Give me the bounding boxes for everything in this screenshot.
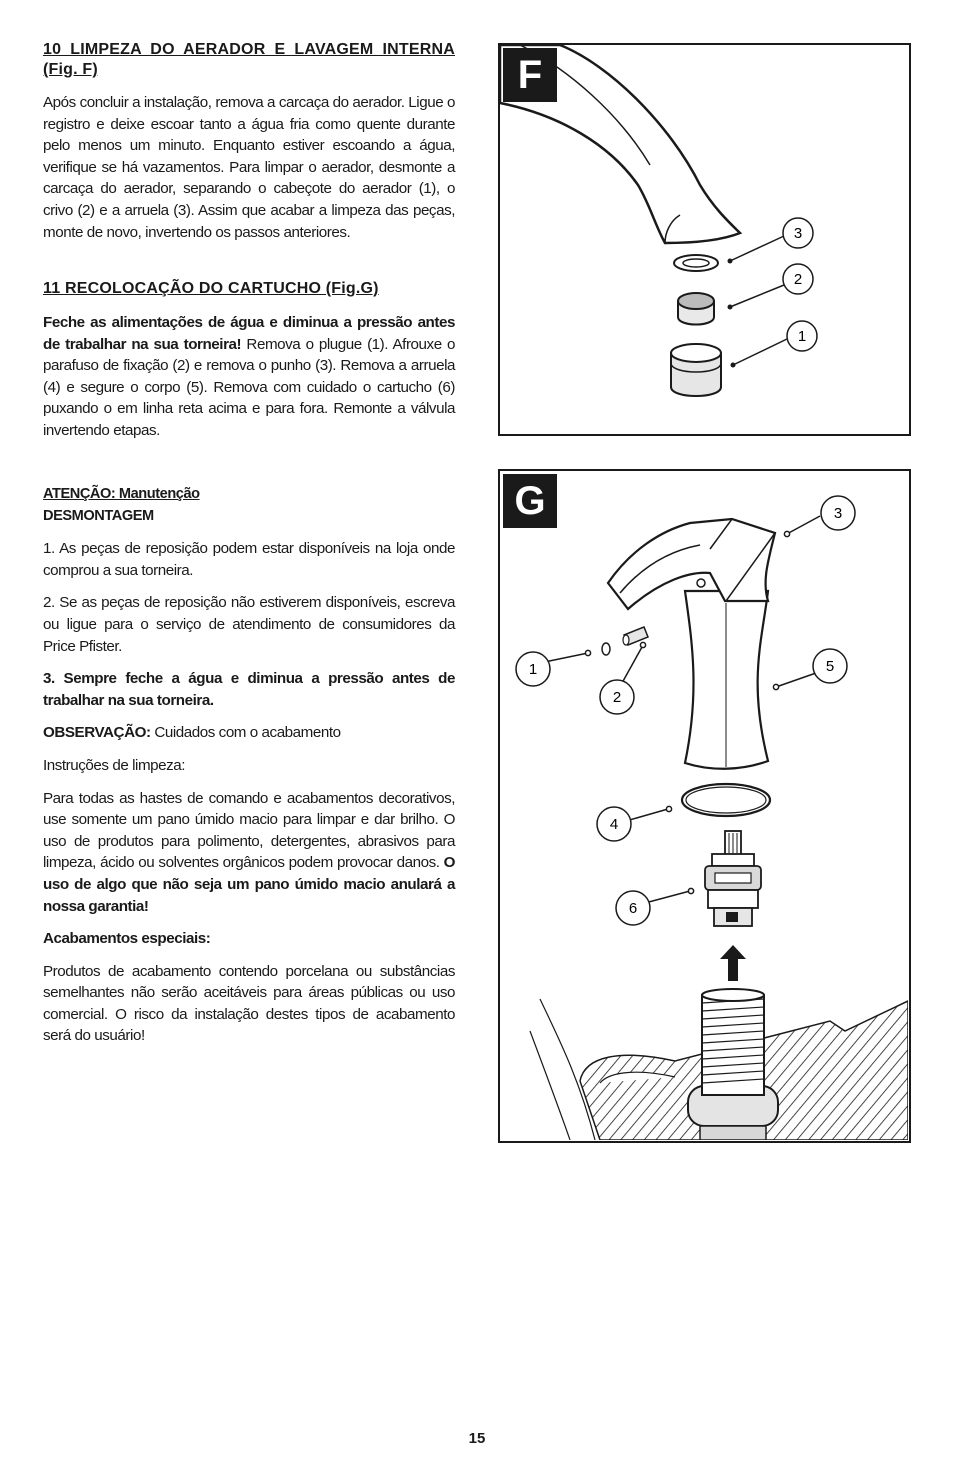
section-11-body [43,312,455,442]
maintenance-section [43,484,455,1058]
figure-f-label: F [503,48,557,102]
set-screw-hole [697,579,705,587]
warranty-warning: O uso de algo que não seja um pano úmido macio anulará a nossa garantia! [43,854,455,915]
aerator-diagram [500,45,908,433]
callout-g-1 [516,652,550,686]
callout-g-4 [597,807,631,841]
special-finishes-text: Produtos de acabamento contendo porcelana ou substâncias semelhantes não serão aceitáveis para áreas públicas ou uso comercial. O risco da instalação destes tipos de acabamento será do usuário! [43,962,455,1045]
leader-dot-3 [728,259,733,264]
leader-dot-2 [728,305,733,310]
section-11-steps: Remova o plugue (1). Afrouxe o parafuso de fixação (2) e remova o punho (3). Remova a arruela (4) e segure o corpo (5). Remova com cuidado o cartucho (6) puxando o em linha reta acima e para fora. Remonte a válvula invertendo etapas. [43,335,455,439]
callout-g-6 [616,891,650,925]
deck-edge-line-2 [530,1031,570,1140]
callout-2-text: 2 [793,271,803,288]
callout-1 [787,321,817,351]
callout-g-5-text: 5 [825,658,835,675]
cleaning-text: Para todas as hastes de comando e acabamentos decorativos, use somente um pano úmido macio para limpar e dar brilho. O uso de produtos para polimento, detergentes, abrasivos para limpeza, ácido ou solventes orgânicos podem provocar danos. [43,789,455,872]
leader-dot-1 [731,363,736,368]
callout-g-4-text: 4 [609,816,619,833]
maintenance-item-1: 1. As peças de reposição podem estar disponíveis na loja onde comprou a sua torneira. [43,540,455,579]
callout-g-3 [821,496,855,530]
leader-2 [730,285,784,307]
washer-hole [683,259,709,267]
callout-1-text: 1 [797,328,807,345]
leader-3 [730,236,784,261]
callout-g-2 [600,680,634,714]
callout-g-5 [813,649,847,683]
callout-g-2-text: 2 [612,689,622,706]
callout-g-1-text: 1 [528,661,538,678]
figure-g-label: G [503,474,557,528]
callout-2 [783,264,813,294]
maintenance-item-2: 2. Se as peças de reposição não estiverem disponíveis, escreva ou ligue para o serviço de atendimento de consumidores da Price Pfister. [43,594,455,655]
plug [602,643,610,655]
stem-top [702,989,764,1001]
observation-label: OBSERVAÇÃO: [43,724,151,742]
o-ring [682,784,770,816]
figure-g [498,469,911,1143]
figure-f [498,43,911,436]
o-ring-inner [686,787,766,813]
maintenance-item-3: 3. Sempre feche a água e diminua a pressão antes de trabalhar na sua torneira. [43,670,455,709]
screen-mesh [678,293,714,309]
section-11 [43,279,455,453]
section-10 [43,40,455,254]
up-arrow [720,945,746,981]
aerator-head-top [671,344,721,362]
valve-lower [700,1126,766,1140]
leader-1 [733,339,787,365]
special-finishes-label: Acabamentos especiais: [43,930,211,948]
callout-3 [783,218,813,248]
maintenance-title: ATENÇÃO: Manutenção [43,486,200,502]
cleaning-label: Instruções de limpeza: [43,756,186,774]
cartridge-diagram [500,471,908,1140]
observation [43,722,455,744]
cleaning-instructions [43,788,455,918]
section-10-heading: 10 LIMPEZA DO AERADOR E LAVAGEM INTERNA (Fig. F) [43,41,455,78]
section-10-body: Após concluir a instalação, remova a carcaça do aerador. Ligue o registro e deixe escoar tanto a água fria como quente durante pelo menos um minuto. Enquanto estiver escoando a água, verifique se há vazamentos. Para limpar o aerador, desmonte a carcaça do aerador, separando o cabeçote do aerador (1), o crivo (2) e a arruela (3). Assim que acabar a limpeza das peças, monte de novo, invertendo os passos anteriores. [43,94,455,241]
section-11-warning: Feche as alimentações de água e diminua a pressão antes de trabalhar na sua torneira! [43,314,455,353]
callout-g-6-text: 6 [628,900,638,917]
callout-3-text: 3 [793,225,803,242]
cartridge [705,831,761,926]
maintenance-subtitle: DESMONTAGEM [43,507,154,524]
observation-text: Cuidados com o acabamento [150,724,341,742]
callout-g-3-text: 3 [833,505,843,522]
page-number: 15 [468,1430,486,1447]
section-11-heading: 11 RECOLOCAÇÃO DO CARTUCHO (Fig.G) [43,280,379,297]
